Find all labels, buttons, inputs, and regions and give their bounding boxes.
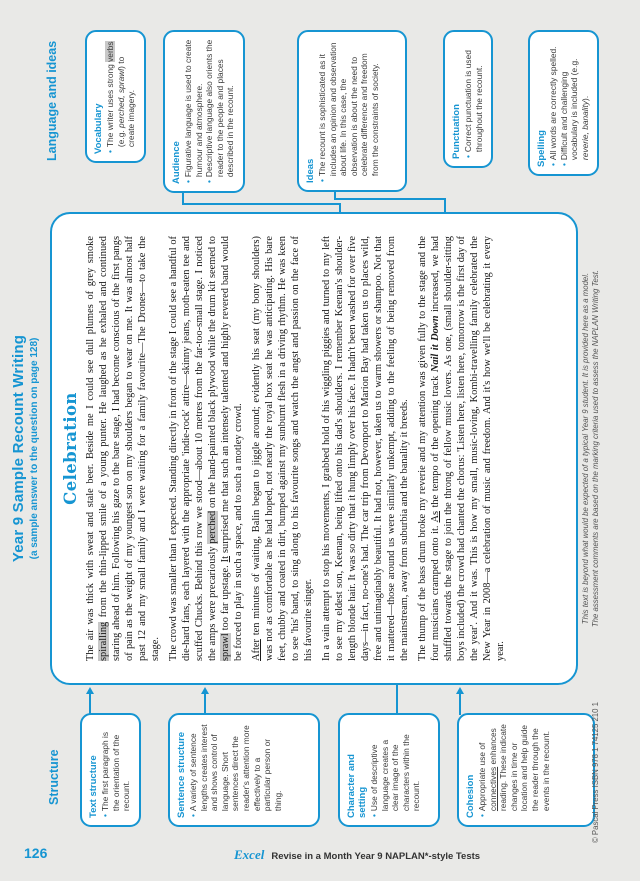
bullet-item: [369, 722, 422, 818]
connector-cohesion-line: [459, 692, 461, 715]
callout-body: [100, 722, 132, 818]
text-segment: from the thin-lipped smile of a young punter. He laughed as he exhaled and continued staring ahead of him. Following his gaze to the bare stage, I had become conscious of the first pangs of pain as the weight of my youngest son on my shoulders began to wear on me. It was almost half past 12 and my small family and I were waiting for a family favourite—The Drones—to take the stage.: [98, 236, 161, 661]
essay-box: [50, 212, 578, 685]
text-segment: Descriptive language also orients the reader to the people and places described in the recount.: [204, 39, 236, 178]
text-segment: surprised me that such an intensely talented and highly revered band would be forced to play in such a space, and to such a motley crowd.: [220, 236, 244, 661]
bullet-text: [369, 722, 422, 811]
text-segment: connectives: [487, 766, 498, 812]
connector-sentence-structure-line: [204, 692, 206, 715]
bullet-text: [548, 39, 559, 160]
bullet-icon: •: [463, 155, 473, 158]
text-segment: A variety of sentence lengths creates interest and shows control of language. Short sentences direct the reader's attention more effectively to a particular person or thing.: [188, 724, 283, 812]
text-segment: sprawl: [220, 633, 231, 661]
essay-paragraph: [320, 236, 411, 661]
callout-heading: Vocabulary: [93, 103, 104, 154]
callout-body: [548, 39, 590, 167]
text-segment: ).: [579, 95, 590, 101]
bullet-item: [204, 39, 236, 184]
callout-sentence-structure: [168, 713, 320, 827]
bullet-item: [100, 722, 132, 818]
text-segment: Appropriate use of: [477, 742, 487, 812]
callout-character-and-setting: [338, 713, 440, 827]
text-segment: spiralling: [98, 621, 109, 661]
callout-heading: Sentence structure: [176, 731, 187, 818]
callout-body: [188, 722, 283, 818]
bullet-text: [463, 39, 484, 152]
bullet-icon: •: [100, 814, 110, 817]
excel-logo: Excel: [234, 847, 265, 862]
text-segment: The air was thick with sweat and stale beer. Beside me I could see dull plumes of grey smoke: [85, 236, 96, 661]
text-segment: It: [220, 555, 231, 563]
essay-paragraphs: [84, 236, 507, 661]
text-segment: perched, sprawl: [115, 68, 126, 128]
text-segment: The thump of the bass drum broke my reverie and my attention was given fully to the stage and the four musicians cramped onto it.: [417, 236, 441, 661]
page-subtitle: (a sample answer to the question on page 128): [29, 337, 40, 560]
bullet-icon: •: [105, 150, 115, 153]
text-segment: The crowd was smaller than I expected. Standing directly in front of the stage I could see a handful of die-hard fans, each layered with the appropriate 'indie-rock' attire—skinny jeans, moth-eaten tee and scuffed Chucks. Behind this row we stood—about 10 metres from the far-too-small stage. I noticed the amps were precariously: [168, 236, 218, 661]
essay-paragraph: [167, 236, 245, 661]
connector-audience-line-2: [182, 203, 341, 205]
callout-body: [463, 39, 484, 159]
bullet-icon: •: [477, 814, 487, 817]
callout-body: [477, 722, 551, 818]
text-segment: too far upstage.: [220, 562, 231, 634]
text-segment: enhances reading. These indicate changes in time or location and help guide the reader through the events in the recount.: [487, 724, 551, 812]
text-segment: Correct punctuation is used throughout the recount.: [463, 50, 484, 153]
callout-text-structure: [80, 713, 141, 827]
text-segment: the tempo of the opening track: [430, 372, 441, 511]
text-segment: All words are correctly spelled.: [548, 46, 558, 161]
callout-audience: [163, 30, 245, 193]
arrow-cohesion-icon: [456, 687, 464, 694]
bullet-item: [317, 39, 381, 183]
callout-heading: Text structure: [88, 755, 99, 818]
bullet-item: [105, 39, 137, 154]
bullet-item: [477, 722, 551, 818]
bullet-text: [317, 39, 381, 176]
callout-ideas: [297, 30, 407, 192]
text-segment: increased, we had shuffled towards the stage to join the throng of fellow music lovers. As one, (small shoulder-sitting boys included) the crowd had chanted the chorus: 'Listen here, listen here, tomorrow is the first day of the year'. And it was. This is how my small, music-loving, Kombi-travelling family celebrated the New Year in 2008—a celebration of music and freedom. And it's how we'll be celebrating it every year.: [430, 236, 506, 661]
text-segment: Difficult and challenging vocabulary is included (e.g.: [558, 58, 580, 161]
callout-heading: Cohesion: [465, 774, 476, 818]
column-heading-language-and-ideas: Language and ideas: [45, 40, 59, 161]
text-segment: ten minutes of waiting, Balin began to jiggle around; evidently his seat (my bony shoulders) was not as comfortable as he had hoped, not nearly the royal box seat he was anticipating. His bare feet, chubby and coated in dirt, bumped against my sunburnt flesh in a driving rhythm. He was keen to see 'his' band, to sing along to his favourite songs and watch the angst and passion on the face of his favourite singer.: [251, 236, 314, 661]
text-segment: verbs: [105, 41, 115, 62]
bullet-icon: •: [558, 163, 569, 166]
text-segment: In a vain attempt to stop his movements, I grabbed hold of his wiggling piggies and turned to my left to see my eldest son, Keenan, being lifted onto his dad's shoulders. I remember Keenan's shoulder-length blonde hair. It was so dirty that it hung limply over his face. It hadn't been washed for over five days—in fact, no-one's had. The car trip from Devonport to Marion Bay had taken us to places wild, free and unimaginably beautiful. It had not, however, taken us to warm showers or shampoo. Not that it mattered—those around us were similarly unkempt, adding to the feeling of being removed from the mainstream, away from suburbia and the banality it breeds.: [321, 236, 410, 661]
text-segment: ) to create imagery.: [115, 56, 137, 148]
page-title: Year 9 Sample Recount Writing: [10, 334, 27, 563]
bullet-icon: •: [183, 180, 193, 183]
bullet-text: [559, 39, 591, 160]
bullet-text: [204, 39, 236, 177]
text-segment: Use of descriptive language creates a clear image of the characters within the recount.: [369, 734, 422, 812]
callout-heading: Audience: [171, 141, 182, 184]
bullet-text: [183, 39, 204, 177]
text-segment: The first paragraph is the orientation of the recount.: [100, 731, 132, 812]
arrow-sentence-structure-icon: [201, 687, 209, 694]
callout-punctuation: [443, 30, 493, 168]
callout-vocabulary: [85, 30, 146, 163]
text-segment: perched: [207, 510, 218, 544]
copyright-text: © Pascal Press ISBN 978 1 74125 210 1: [591, 702, 600, 843]
footer-series-title: Revise in a Month Year 9 NAPLAN*-style Tests: [271, 851, 481, 862]
connector-ideas-line-2: [334, 198, 446, 200]
text-segment: on the hand-painted black plywood while the drum kit seemed to: [207, 236, 218, 511]
text-segment: Nail it Down: [430, 315, 441, 373]
callout-body: [317, 39, 381, 183]
callout-heading: Character and setting: [346, 754, 368, 818]
callout-body: [105, 39, 137, 154]
text-segment: The recount is sophisticated as it includes an opinion and observation about life. In this case, the observation is about the need to celebrate difference and freedom from the constraints of society.: [317, 42, 380, 177]
model-note-line1: This text is beyond what would be expected of a typical Year 9 student. It is provided here as a model.: [581, 272, 590, 625]
bullet-icon: •: [204, 180, 215, 183]
bullet-text: [105, 39, 137, 147]
bullet-icon: •: [369, 814, 379, 817]
column-heading-structure: Structure: [47, 749, 61, 805]
essay-paragraph: [250, 236, 315, 661]
callout-body: [369, 722, 422, 818]
callout-heading: Ideas: [305, 158, 316, 183]
essay-paragraph: [84, 236, 162, 661]
bullet-icon: •: [548, 163, 558, 166]
bullet-item: [559, 39, 591, 167]
model-note-line2: The assessment comments are based on the marking criteria used to assess the NAPLAN Writing Test.: [590, 269, 600, 628]
model-note: [581, 212, 600, 685]
callout-spelling: [528, 30, 599, 176]
essay-paragraph: [416, 236, 507, 661]
essay-title: Celebration: [61, 392, 80, 505]
connector-text-structure-line: [89, 692, 91, 715]
page-number: 126: [24, 845, 48, 861]
bullet-text: [100, 722, 132, 811]
text-segment: (e.g.: [115, 127, 126, 148]
arrow-text-structure-icon: [86, 687, 94, 694]
callout-heading: Spelling: [536, 130, 547, 167]
bullet-icon: •: [317, 179, 327, 182]
page-header: [10, 212, 40, 685]
callout-body: [183, 39, 236, 184]
text-segment: reverie, banality: [579, 100, 590, 161]
bullet-item: [188, 722, 283, 818]
bullet-item: [548, 39, 559, 167]
callout-heading: Punctuation: [451, 104, 462, 159]
text-segment: After: [251, 639, 262, 661]
bullet-text: [188, 722, 283, 811]
text-segment: The writer uses strong: [105, 61, 115, 148]
footer: [234, 846, 480, 864]
bullet-icon: •: [188, 814, 198, 817]
text-segment: As: [430, 510, 441, 523]
text-segment: Figurative language is used to create humour and atmosphere.: [183, 39, 204, 178]
bullet-item: [183, 39, 204, 184]
bullet-item: [463, 39, 484, 159]
callout-cohesion: [457, 713, 595, 827]
bullet-text: [477, 722, 551, 811]
